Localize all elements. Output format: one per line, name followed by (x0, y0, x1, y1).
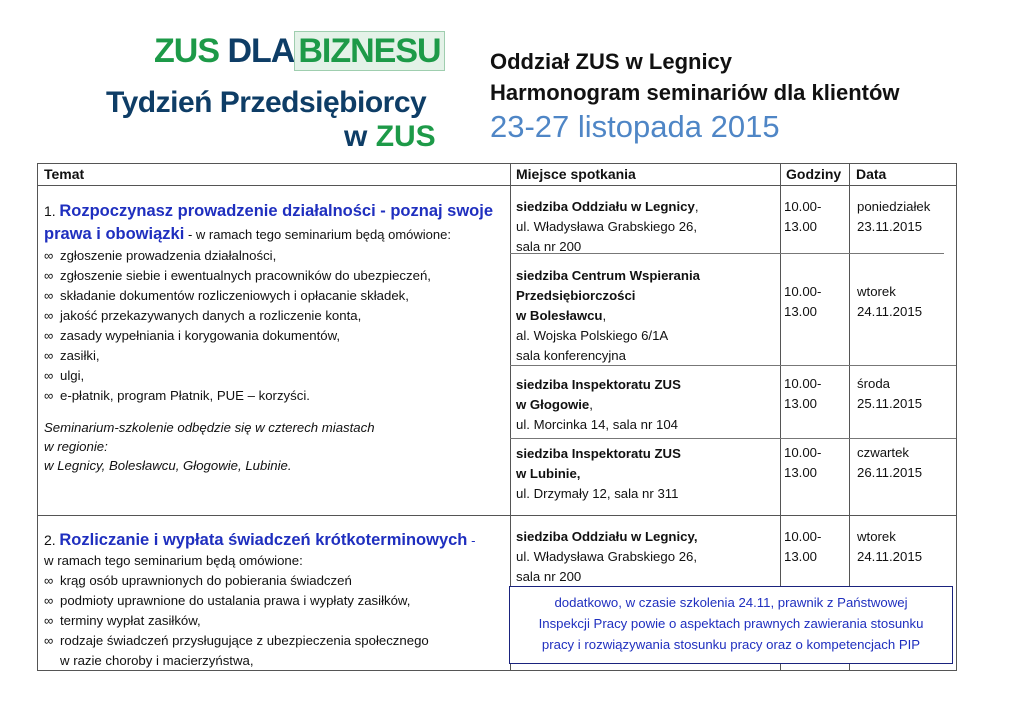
place-name: siedziba Oddziału w Legnicy (516, 199, 695, 214)
session-place-glogow (516, 375, 681, 435)
infinity-bullet-icon: ∞ (44, 348, 54, 363)
logo-dla: DLA (227, 32, 295, 70)
session-place-lubin (516, 444, 681, 504)
bullet-text: terminy wypłat zasiłków, (60, 613, 201, 628)
info-line: Inspekcji Pracy powie o aspektach prawnych zawierania stosunku (538, 616, 924, 631)
list-item (44, 326, 431, 346)
session-place-legnica (516, 197, 698, 257)
infinity-bullet-icon: ∞ (44, 633, 54, 648)
session-hours (784, 282, 821, 322)
hours-start: 10.00- (784, 199, 822, 214)
bullet-text: e-płatnik, program Płatnik, PUE – korzyści. (60, 388, 310, 403)
place-room: sala konferencyjna (516, 348, 626, 363)
note-line: w regionie: (44, 439, 108, 454)
header-hours: Godziny (786, 166, 842, 182)
place-name: siedziba Inspektoratu ZUS (516, 446, 681, 461)
list-item (44, 366, 431, 386)
info-line: dodatkowo, w czasie szkolenia 24.11, prawnik z Państwowej (554, 595, 908, 610)
session-hours (784, 443, 821, 483)
hours-end: 13.00 (784, 219, 818, 234)
seminar-1-number: 1. (44, 203, 56, 219)
place-name: Przedsiębiorczości (516, 288, 636, 303)
session-date (857, 282, 922, 322)
note-line: Seminarium-szkolenie odbędzie się w czterech miastach (44, 420, 375, 435)
bullet-text: zgłoszenie siebie i ewentualnych pracowników do ubezpieczeń, (60, 268, 431, 283)
bullet-text: zasady wypełniania i korygowania dokumentów, (60, 328, 341, 343)
place-room: sala nr 200 (516, 569, 582, 584)
session-hours (784, 197, 821, 237)
bullet-text: podmioty uprawnione do ustalania prawa i wypłaty zasiłków, (60, 593, 411, 608)
session-date (857, 197, 930, 237)
hours-end: 13.00 (784, 304, 818, 319)
weekday: wtorek (857, 529, 896, 544)
header-row-divider (38, 185, 956, 186)
date: 24.11.2015 (857, 304, 923, 319)
seminar-2-number: 2. (44, 532, 56, 548)
logo-line-2: Tydzień Przedsiębiorcy (106, 86, 427, 119)
place-name: siedziba Centrum Wspierania (516, 268, 700, 283)
row-divider-s1-3 (510, 438, 956, 439)
infinity-bullet-icon: ∞ (44, 573, 54, 588)
bullet-text: składanie dokumentów rozliczeniowych i opłacanie składek, (60, 288, 409, 303)
list-item (44, 386, 431, 406)
list-item (44, 611, 429, 631)
date: 24.11.2015 (857, 549, 923, 564)
seminar-2-dash: - (471, 533, 476, 548)
date: 26.11.2015 (857, 465, 923, 480)
schedule-title: Harmonogram seminariów dla klientów (490, 80, 900, 105)
bullet-text: rodzaje świadczeń przysługujące z ubezpieczenia społecznego (60, 633, 429, 648)
seminar-1-title-part2: prawa i obowiązki (44, 225, 185, 243)
seminar-1-title (44, 200, 493, 246)
logo-line-3 (344, 120, 436, 154)
infinity-bullet-icon: ∞ (44, 308, 54, 323)
hours-start: 10.00- (784, 376, 822, 391)
logo-line-1 (154, 32, 445, 71)
date: 25.11.2015 (857, 396, 923, 411)
place-address: ul. Morcinka 14, sala nr 104 (516, 417, 678, 432)
infinity-bullet-icon: ∞ (44, 368, 54, 383)
infinity-bullet-icon: ∞ (44, 328, 54, 343)
infinity-bullet-icon: ∞ (44, 248, 54, 263)
zus-dla-biznesu-logo (100, 28, 445, 158)
place-address: ul. Drzymały 12, sala nr 311 (516, 486, 679, 501)
place-name: siedziba Inspektoratu ZUS (516, 377, 681, 392)
hours-end: 13.00 (784, 465, 818, 480)
hours-end: 13.00 (784, 549, 818, 564)
weekday: poniedziałek (857, 199, 931, 214)
branch-name: Oddział ZUS w Legnicy (490, 49, 733, 74)
bullet-text: zgłoszenie prowadzenia działalności, (60, 248, 277, 263)
hours-end: 13.00 (784, 396, 818, 411)
logo-w: w (344, 120, 368, 153)
seminar-1-note (44, 418, 375, 475)
bullet-text: zasiłki, (60, 348, 100, 363)
bullet-text-continuation: w razie choroby i macierzyństwa, (60, 653, 254, 668)
seminar-2-place (516, 527, 697, 587)
bullet-text: jakość przekazywanych danych a rozliczenie konta, (60, 308, 362, 323)
place-name: w Bolesławcu (516, 308, 603, 323)
logo-zus-2: ZUS (375, 120, 436, 153)
infinity-bullet-icon: ∞ (44, 613, 54, 628)
list-item (44, 346, 431, 366)
list-item (44, 286, 431, 306)
list-item (44, 591, 429, 611)
schedule-date-range: 23-27 listopada 2015 (490, 109, 780, 144)
place-address: ul. Władysława Grabskiego 26, (516, 219, 698, 234)
seminar-2-intro: w ramach tego seminarium będą omówione: (44, 553, 303, 568)
list-item (44, 651, 429, 671)
list-item (44, 571, 429, 591)
session-date (857, 374, 922, 414)
place-punct: , (694, 199, 699, 214)
infinity-bullet-icon: ∞ (44, 288, 54, 303)
hours-start: 10.00- (784, 284, 822, 299)
date: 23.11.2015 (857, 219, 923, 234)
infinity-bullet-icon: ∞ (44, 593, 54, 608)
list-item (44, 631, 429, 651)
place-name: siedziba Oddziału w Legnicy, (516, 529, 698, 544)
place-address: ul. Władysława Grabskiego 26, (516, 549, 698, 564)
seminar-2-title-text: Rozliczanie i wypłata świadczeń krótkoterminowych (59, 531, 468, 549)
list-item (44, 246, 431, 266)
place-punct: , (589, 397, 593, 412)
logo-zus: ZUS (154, 32, 219, 70)
header-place: Miejsce spotkania (516, 166, 636, 182)
row-divider-seminar-2 (38, 515, 956, 516)
seminar-1-bullets (44, 246, 431, 406)
header-topic: Temat (44, 166, 85, 182)
pip-additional-info-box (509, 586, 953, 664)
header-date: Data (856, 166, 887, 182)
hours-start: 10.00- (784, 529, 822, 544)
place-name: w Głogowie (516, 397, 590, 412)
session-hours (784, 374, 821, 414)
bullet-text: ulgi, (60, 368, 85, 383)
infinity-bullet-icon: ∞ (44, 388, 54, 403)
place-name: w Lubinie, (516, 466, 581, 481)
list-item (44, 266, 431, 286)
weekday: wtorek (857, 284, 896, 299)
seminar-2-date (857, 527, 922, 567)
seminar-2-bullets (44, 571, 429, 671)
infinity-bullet-icon: ∞ (44, 268, 54, 283)
session-date (857, 443, 922, 483)
place-address: al. Wojska Polskiego 6/1A (516, 328, 669, 343)
seminar-1-title-part1: Rozpoczynasz prowadzenie działalności - poznaj swoje (59, 202, 494, 220)
hours-start: 10.00- (784, 445, 822, 460)
note-line: w Legnicy, Bolesławcu, Głogowie, Lubinie. (44, 458, 292, 473)
place-room: sala nr 200 (516, 239, 582, 254)
list-item (44, 306, 431, 326)
seminar-2-hours (784, 527, 821, 567)
weekday: środa (857, 376, 890, 391)
place-punct: , (602, 308, 607, 323)
seminar-2-title (44, 529, 475, 552)
weekday: czwartek (857, 445, 910, 460)
session-place-boleslawiec (516, 266, 700, 366)
document-header (490, 46, 900, 146)
info-line: pracy i rozwiązywania stosunku pracy oraz o kompetencjach PIP (541, 637, 921, 652)
bullet-text: krąg osób uprawnionych do pobierania świadczeń (60, 573, 352, 588)
seminar-1-intro: - w ramach tego seminarium będą omówione: (187, 227, 451, 242)
logo-biznesu: BIZNESU (294, 31, 444, 71)
